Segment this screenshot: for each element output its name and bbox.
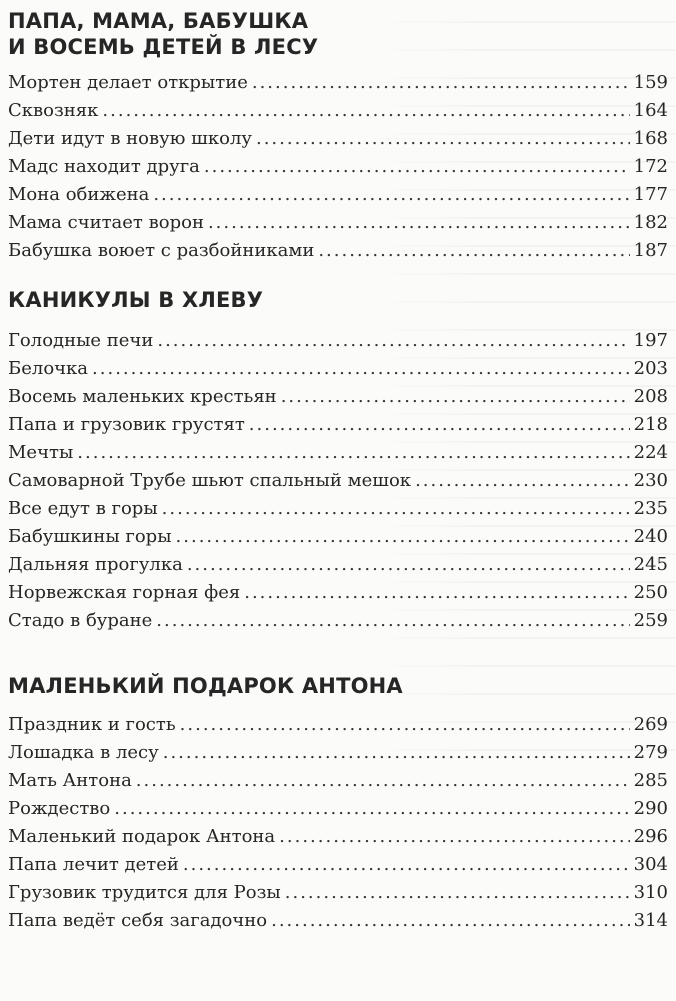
- toc-entry: [8, 97, 668, 125]
- entry-title: Мать Антона: [8, 770, 132, 791]
- toc-entry: [8, 69, 668, 97]
- entry-title: Дальняя прогулка: [8, 554, 183, 575]
- entry-title: Мадс находит друга: [8, 156, 200, 177]
- dot-leader: [176, 523, 630, 551]
- dot-leader: [183, 851, 630, 879]
- toc-section-2: [8, 287, 668, 635]
- toc-entry: [8, 383, 668, 411]
- toc-entry: [8, 795, 668, 823]
- toc-entry: [8, 767, 668, 795]
- entry-title: Самоварной Трубе шьют спальный мешок: [8, 470, 412, 491]
- entry-title: Мечты: [8, 442, 74, 463]
- dot-leader: [163, 739, 630, 767]
- page-number: 159: [633, 72, 668, 93]
- dot-leader: [318, 237, 629, 265]
- toc-entry: [8, 823, 668, 851]
- entry-title: Грузовик трудится для Розы: [8, 882, 281, 903]
- page-number: 218: [633, 414, 668, 435]
- entry-title: Дети идут в новую школу: [8, 128, 252, 149]
- entry-title: Норвежская горная фея: [8, 582, 241, 603]
- dot-leader: [249, 411, 630, 439]
- dot-leader: [77, 439, 629, 467]
- entry-title: Все едут в горы: [8, 498, 158, 519]
- table-of-contents: [8, 8, 668, 935]
- page-number: 235: [633, 498, 668, 519]
- toc-entry: [8, 851, 668, 879]
- toc-entry: [8, 879, 668, 907]
- entry-title: Праздник и гость: [8, 714, 176, 735]
- entry-title: Голодные печи: [8, 330, 154, 351]
- page-number: 279: [633, 742, 668, 763]
- page-number: 285: [633, 770, 668, 791]
- entry-title: Папа лечит детей: [8, 854, 179, 875]
- dot-leader: [153, 181, 629, 209]
- page-number: 187: [633, 240, 668, 261]
- page-number: 224: [633, 442, 668, 463]
- toc-entry: [8, 411, 668, 439]
- page-number: 296: [633, 826, 668, 847]
- dot-leader: [252, 69, 630, 97]
- dot-leader: [180, 711, 630, 739]
- toc-entry: [8, 153, 668, 181]
- toc-section-3: [8, 673, 668, 935]
- page-number: 177: [633, 184, 668, 205]
- toc-entry: [8, 711, 668, 739]
- page-number: 245: [633, 554, 668, 575]
- page-number: 304: [633, 854, 668, 875]
- dot-leader: [285, 879, 630, 907]
- toc-entry: [8, 495, 668, 523]
- toc-entry: [8, 551, 668, 579]
- dot-leader: [415, 467, 630, 495]
- dot-leader: [256, 125, 630, 153]
- toc-entry: [8, 607, 668, 635]
- dot-leader: [92, 355, 630, 383]
- section-title-line-1: ПАПА, МАМА, БАБУШКА: [8, 9, 309, 33]
- toc-entry: [8, 439, 668, 467]
- toc-entry: [8, 355, 668, 383]
- entry-title: Бабушкины горы: [8, 526, 172, 547]
- entry-title: Папа ведёт себя загадочно: [8, 910, 268, 931]
- dot-leader: [208, 209, 630, 237]
- toc-entry: [8, 209, 668, 237]
- page-number: 314: [633, 910, 668, 931]
- toc-entry: [8, 579, 668, 607]
- section-title: КАНИКУЛЫ В ХЛЕВУ: [8, 288, 264, 312]
- dot-leader: [136, 767, 630, 795]
- entry-title: Восемь маленьких крестьян: [8, 386, 277, 407]
- section-title-line-2: И ВОСЕМЬ ДЕТЕЙ В ЛЕСУ: [8, 35, 319, 59]
- page-number: 269: [633, 714, 668, 735]
- dot-leader: [279, 823, 629, 851]
- dot-leader: [157, 327, 629, 355]
- entry-title: Сквозняк: [8, 100, 99, 121]
- toc-entry: [8, 125, 668, 153]
- page-number: 168: [633, 128, 668, 149]
- dot-leader: [271, 907, 630, 935]
- entry-title: Мона обижена: [8, 184, 150, 205]
- dot-leader: [204, 153, 630, 181]
- page-number: 259: [633, 610, 668, 631]
- entry-title: Белочка: [8, 358, 89, 379]
- page-number: 240: [633, 526, 668, 547]
- dot-leader: [114, 795, 629, 823]
- toc-entry: [8, 327, 668, 355]
- page-number: 197: [633, 330, 668, 351]
- section-title: [8, 8, 668, 60]
- page-number: 182: [633, 212, 668, 233]
- page-number: 203: [633, 358, 668, 379]
- entry-title: Маленький подарок Антона: [8, 826, 276, 847]
- toc-entry: [8, 181, 668, 209]
- toc-entry: [8, 467, 668, 495]
- page-number: 310: [633, 882, 668, 903]
- entry-title: Бабушка воюет с разбойниками: [8, 240, 315, 261]
- toc-entry: [8, 739, 668, 767]
- toc-entry: [8, 907, 668, 935]
- dot-leader: [102, 97, 629, 125]
- section-title: МАЛЕНЬКИЙ ПОДАРОК АНТОНА: [8, 674, 403, 698]
- entry-title: Рождество: [8, 798, 111, 819]
- dot-leader: [156, 607, 629, 635]
- dot-leader: [187, 551, 630, 579]
- dot-leader: [244, 579, 629, 607]
- dot-leader: [162, 495, 630, 523]
- toc-entry: [8, 237, 668, 265]
- page-number: 172: [633, 156, 668, 177]
- page-number: 164: [633, 100, 668, 121]
- page-number: 290: [633, 798, 668, 819]
- entry-title: Стадо в буране: [8, 610, 153, 631]
- toc-entry: [8, 523, 668, 551]
- toc-section-1: [8, 8, 668, 265]
- entry-title: Лошадка в лесу: [8, 742, 159, 763]
- page-number: 230: [633, 470, 668, 491]
- dot-leader: [281, 383, 630, 411]
- page-number: 208: [633, 386, 668, 407]
- entry-title: Папа и грузовик грустят: [8, 414, 245, 435]
- page-number: 250: [633, 582, 668, 603]
- entry-title: Мама считает ворон: [8, 212, 204, 233]
- entry-title: Мортен делает открытие: [8, 72, 248, 93]
